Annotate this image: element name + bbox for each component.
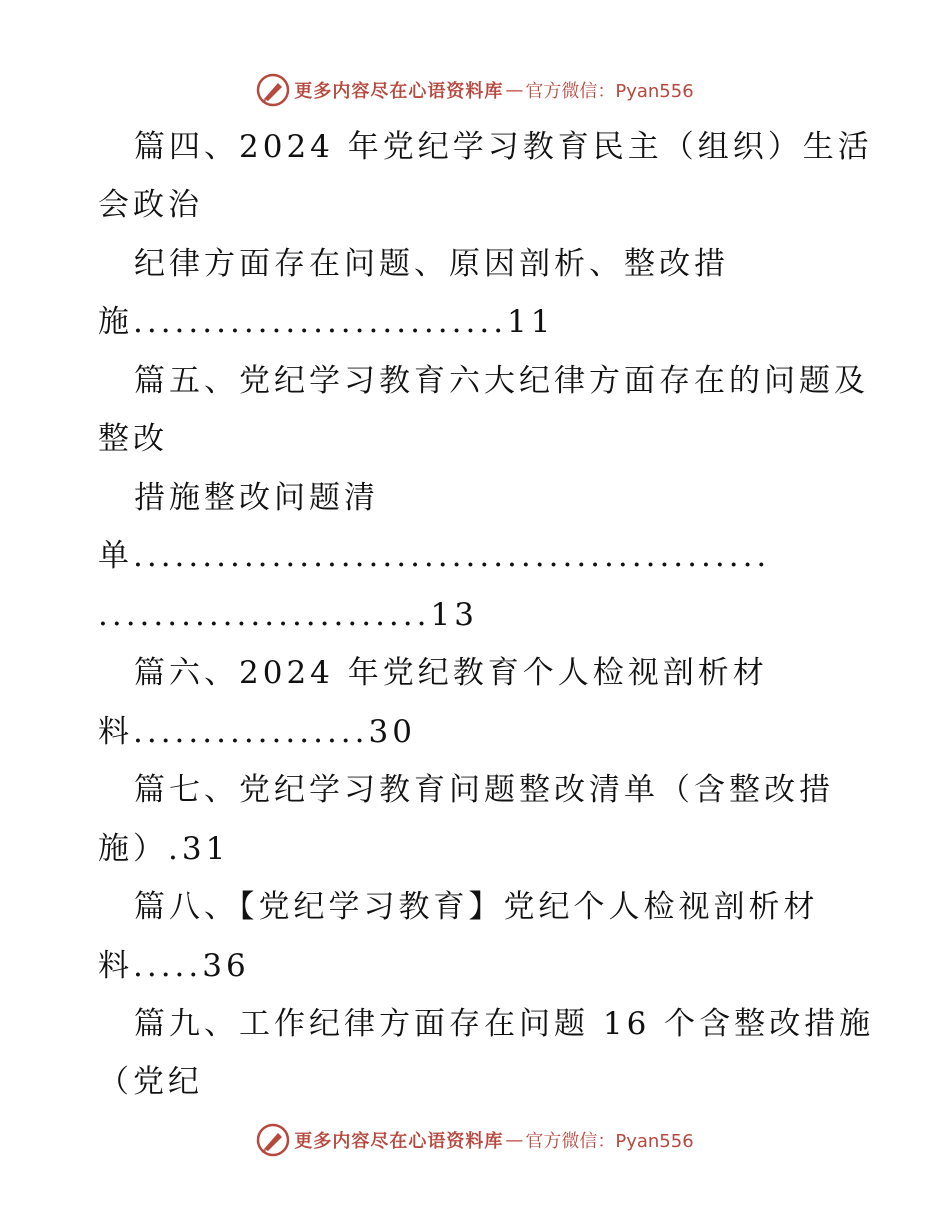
toc-line: 措施整改问题清 [134, 480, 379, 516]
footer-separator: — [505, 1129, 524, 1151]
toc-line: 篇四、2024 年党纪学习教育民主（组织）生活 [134, 129, 873, 165]
header-separator: — [505, 79, 524, 101]
toc-line: ........................13 [98, 597, 478, 633]
footer-brand: 更多内容尽在心语资料库 [294, 1131, 504, 1152]
header-banner [0, 70, 950, 110]
toc-line: （党纪 [98, 1064, 203, 1100]
toc-line: 料.................30 [98, 714, 416, 750]
toc-line: 篇六、2024 年党纪教育个人检视剖析材 [134, 655, 768, 691]
toc-line: 篇五、党纪学习教育六大纪律方面存在的问题及 [134, 363, 869, 399]
toc-line: 单.............................................. [98, 538, 771, 574]
footer-banner [0, 1120, 950, 1160]
toc-line: 施）.31 [98, 831, 230, 867]
toc-line: 整改 [98, 421, 168, 457]
toc-line: 篇七、党纪学习教育问题整改清单（含整改措 [134, 772, 834, 808]
header-brand: 更多内容尽在心语资料库 [294, 81, 504, 102]
toc-line: 施...........................11 [98, 304, 555, 340]
header-wechat: 官方微信：Pyan556 [525, 81, 694, 102]
footer-wechat: 官方微信：Pyan556 [525, 1131, 694, 1152]
toc-line: 篇九、工作纪律方面存在问题 16 个含整改措施 [134, 1006, 875, 1042]
toc-line: 纪律方面存在问题、原因剖析、整改措 [134, 246, 729, 282]
toc-line: 料.....36 [98, 948, 250, 984]
pen-logo-icon [256, 1123, 290, 1157]
toc-line: 会政治 [98, 187, 203, 223]
toc-line: 篇八、【党纪学习教育】党纪个人检视剖析材 [134, 889, 819, 925]
pen-logo-icon [256, 73, 290, 107]
